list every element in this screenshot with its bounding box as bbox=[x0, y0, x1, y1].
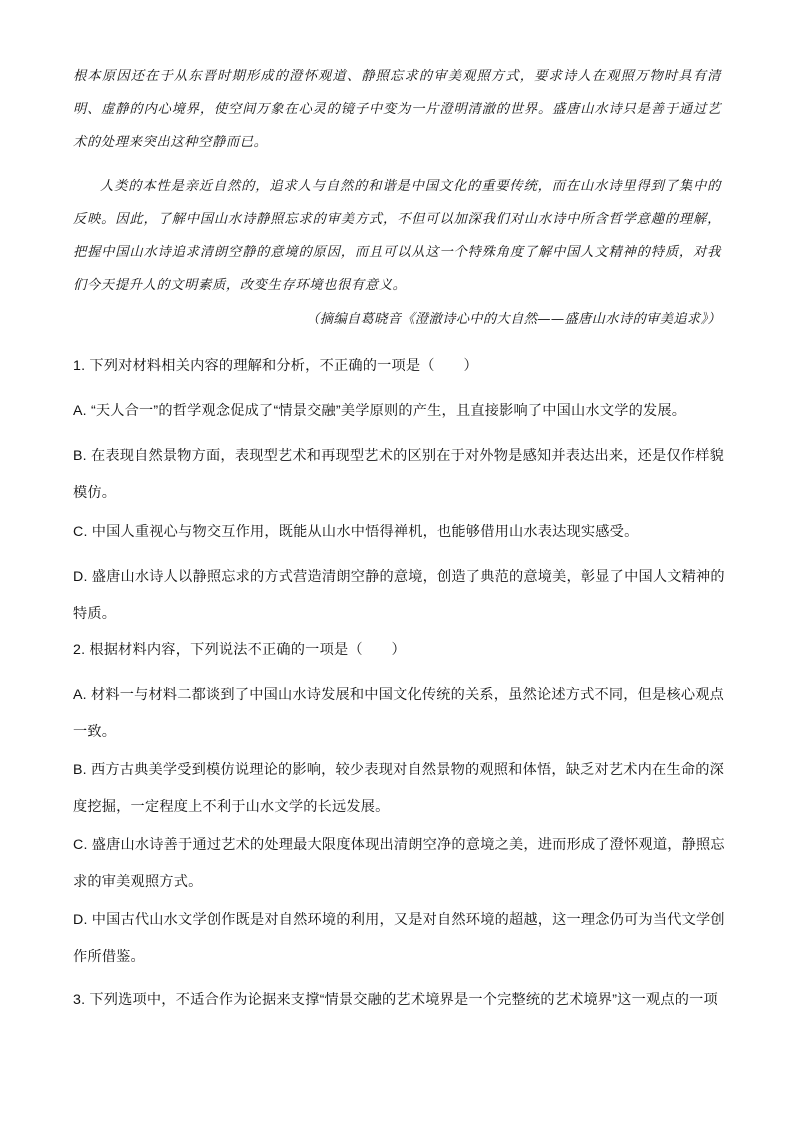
question-2-stem: 2. 根据材料内容，下列说法不正确的一项是（ ） bbox=[73, 642, 406, 658]
question-2-option-a: A. 材料一与材料二都谈到了中国山水诗发展和中国文化传统的关系，虽然论述方式不同，但是核心观点一致。 bbox=[73, 687, 724, 740]
question-2-option-b: B. 西方古典美学受到模仿说理论的影响，较少表现对自然景物的观照和体悟，缺乏对艺术内在生命的深度挖掘，一定程度上不利于山水文学的长远发展。 bbox=[73, 762, 724, 815]
passage-paragraph-2: 人类的本性是亲近自然的，追求人与自然的和谐是中国文化的重要传统，而在山水诗里得到了集中的反映。因此，了解中国山水诗静照忘求的审美方式，不但可以加深我们对山水诗中所含哲学意趣的理解，把握中国山水诗追求清朗空静的意境的原因，而且可以从这一个特殊角度了解中国人文精神的特质，对我们今天提升人的文明素质，改变生存环境也很有意义。 bbox=[73, 179, 721, 293]
question-2-option-c: C. 盛唐山水诗善于通过艺术的处理最大限度体现出清朗空净的意境之美，进而形成了澄怀观道，静照忘求的审美观照方式。 bbox=[73, 837, 725, 890]
passage-source-citation: （摘编自葛晓音《澄澈诗心中的大自然——盛唐山水诗的审美追求》） bbox=[306, 312, 721, 327]
question-1-option-c: C. 中国人重视心与物交互作用，既能从山水中悟得禅机，也能够借用山水表达现实感受。 bbox=[73, 524, 639, 540]
question-1-option-d: D. 盛唐山水诗人以静照忘求的方式营造清朗空静的意境，创造了典范的意境美，彰显了中国人文精神的特质。 bbox=[73, 569, 725, 622]
question-1-stem: 1. 下列对材料相关内容的理解和分析，不正确的一项是（ ） bbox=[73, 358, 478, 374]
question-1-option-b: B. 在表现自然景物方面，表现型艺术和再现型艺术的区别在于对外物是感知并表达出来，还是仅作样貌模仿。 bbox=[73, 448, 724, 501]
passage-paragraph-1: 根本原因还在于从东晋时期形成的澄怀观道、静照忘求的审美观照方式，要求诗人在观照万物时具有清明、虚静的内心境界，使空间万象在心灵的镜子中变为一片澄明清澈的世界。盛唐山水诗只是善于通过艺术的处理来突出这种空静而已。 bbox=[73, 69, 721, 150]
question-1-option-a: A. “天人合一”的哲学观念促成了“情景交融”美学原则的产生，且直接影响了中国山水文学的发展。 bbox=[73, 403, 687, 419]
question-2-option-d: D. 中国古代山水文学创作既是对自然环境的利用，又是对自然环境的超越，这一理念仍可为当代文学创作所借鉴。 bbox=[73, 912, 725, 965]
question-3-stem: 3. 下列选项中，不适合作为论据来支撑“情景交融的艺术境界是一个完整统的艺术境界”这一观点的一项 bbox=[73, 992, 718, 1008]
